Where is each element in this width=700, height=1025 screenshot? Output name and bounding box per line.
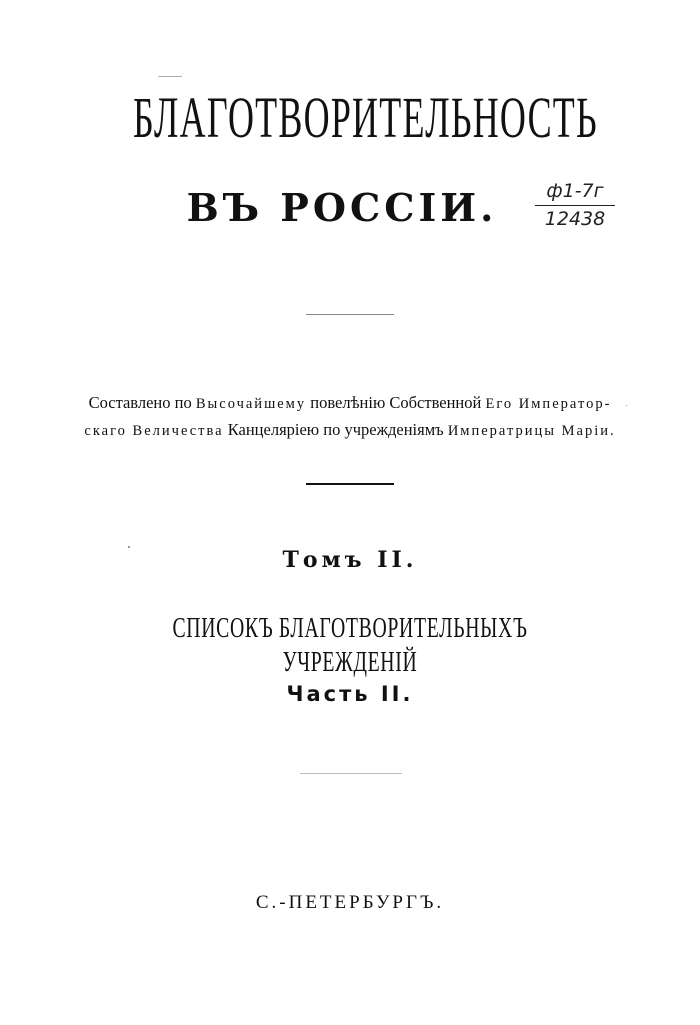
text-fragment-spaced: скаго Величества: [84, 423, 224, 439]
volume-label: Томъ II.: [282, 547, 418, 573]
text-fragment-spaced: Высочайшему: [195, 396, 307, 412]
text-fragment: Составлено по: [88, 393, 196, 412]
print-speck: [158, 76, 182, 77]
compiled-line-1: [60, 390, 640, 417]
shelfmark-bottom: 12438: [544, 208, 606, 230]
part-label: Часть II.: [286, 682, 414, 706]
divider-rule-2: [306, 483, 394, 485]
library-shelfmark: [520, 180, 630, 230]
text-fragment-spaced: Его Император-: [485, 396, 612, 412]
text-fragment: Канцеляріею по учрежденіямъ: [223, 420, 448, 439]
compiled-line-2: [60, 417, 640, 444]
text-fragment-spaced: Императрицы Маріи.: [447, 423, 616, 439]
publication-city: С.-ПЕТЕРБУРГЪ.: [255, 892, 445, 913]
divider-rule-3: [300, 773, 402, 774]
shelfmark-top: ф1-7г: [546, 180, 604, 202]
compiled-by-statement: [60, 390, 640, 444]
text-fragment: повелѣнію Собственной: [306, 393, 486, 412]
print-speck: [128, 546, 130, 548]
shelfmark-divider: [535, 205, 615, 206]
subtitle-text: ВЪ РОССІИ.: [186, 185, 498, 230]
book-title: БЛАГОТВОРИТЕЛЬНОСТЬ: [133, 85, 598, 150]
divider-rule-1: [306, 314, 394, 315]
list-title: СПИСОКЪ БЛАГОТВОРИТЕЛЬНЫХЪ УЧРЕЖДЕНІЙ: [172, 612, 528, 678]
print-speck: [626, 405, 627, 406]
